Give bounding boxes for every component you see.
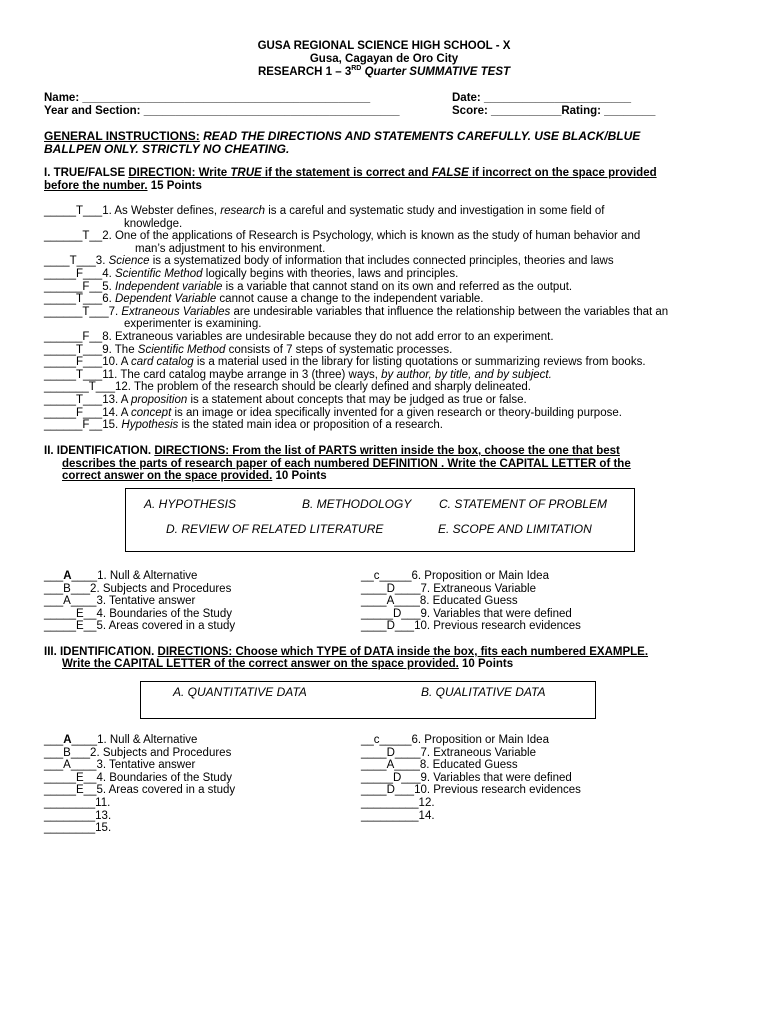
part2-left-list [44, 570, 235, 633]
part3-direction-line2: Write the CAPITAL LETTER of the correct answer on the space provided. 10 Points [62, 658, 514, 670]
answer-blank[interactable]: _____F___ [44, 267, 103, 280]
option-e: E. SCOPE AND LIMITATION [438, 522, 592, 536]
answer-blank[interactable]: ______F__ [44, 330, 103, 343]
name-field[interactable]: Name: _____________________________________________ [44, 92, 371, 104]
list-item: ____D___10. Previous research evidences [361, 784, 581, 797]
tf-item: ______F__5. Independent variable is a variable that cannot stand on its own and referred as the output. [44, 280, 573, 293]
tf-item: _____T___11. The card catalog maybe arrange in 3 (three) ways, by author, by title, and by subject. [44, 368, 552, 381]
tf-item: _____T___13. A proposition is a statement about concepts that may be judged as true or false. [44, 393, 527, 406]
part3-direction: III. IDENTIFICATION. DIRECTIONS: Choose which TYPE of DATA inside the box, fits each numbered EXAMPLE. [44, 646, 649, 658]
answer-blank[interactable]: _____T___ [44, 293, 103, 306]
list-item: _____E__5. Areas covered in a study [44, 784, 236, 797]
answer-blank[interactable]: ______T___ [44, 305, 109, 318]
general-instructions: GENERAL INSTRUCTIONS: READ THE DIRECTIONS AND STATEMENTS CAREFULLY. USE BLACK/BLUE [44, 129, 641, 143]
answer-blank[interactable]: ____T___ [44, 255, 96, 268]
tf-item: _____F___14. A concept is an image or idea specifically invented for a given research or theory-building purpose. [44, 406, 622, 419]
tf-item: _____T___9. The Scientific Method consists of 7 steps of systematic processes. [44, 343, 453, 356]
data-type-box [140, 681, 596, 719]
answer-blank[interactable]: _________12. [361, 796, 435, 809]
list-item: ____D____7. Extraneous Variable [361, 746, 536, 759]
answer-blank[interactable]: ______F__ [44, 419, 103, 432]
option-d: D. REVIEW OF RELATED LITERATURE [166, 522, 384, 536]
answer-blank[interactable]: ______F__ [44, 280, 103, 293]
part2-direction: II. IDENTIFICATION. DIRECTIONS: From the list of PARTS written inside the box, choose the one that best [44, 445, 620, 457]
general-instructions-line2: BALLPEN ONLY. STRICTLY NO CHEATING. [44, 142, 290, 156]
option-c: C. STATEMENT OF PROBLEM [439, 497, 608, 511]
list-item: ___A____1. Null & Alternative [44, 734, 198, 746]
answer-blank[interactable]: ________13. [44, 809, 112, 822]
option-b: B. METHODOLOGY [302, 497, 412, 511]
list-item: ____A____8. Educated Guess [361, 595, 518, 608]
tf-item: ______F__8. Extraneous variables are undesirable because they do not add error to an experiment. [44, 330, 554, 343]
tf-item: ______T___7. Extraneous Variables are undesirable variables that influence the relationship between the variables that an [44, 305, 669, 318]
part3-left-list [44, 734, 235, 835]
school-name: GUSA REGIONAL SCIENCE HIGH SCHOOL - X [257, 40, 511, 52]
list-item: _____D___9. Variables that were defined [361, 771, 572, 784]
part1-direction-line2: before the number. 15 Points [44, 180, 202, 192]
part1-items [44, 205, 668, 432]
option-a: A. QUANTITATIVE DATA [173, 685, 307, 699]
list-item: ___B___2. Subjects and Procedures [44, 746, 232, 759]
tf-item: _____T___6. Dependent Variable cannot cause a change to the independent variable. [44, 293, 484, 306]
answer-blank[interactable]: _________14. [361, 809, 435, 822]
part3-right-list [361, 734, 581, 822]
option-a: A. HYPOTHESIS [144, 497, 237, 511]
list-item: ___A____3. Tentative answer [44, 595, 196, 608]
answer-blank[interactable]: _____F___ [44, 406, 103, 419]
tf-item: ____T___3. Science is a systematized body of information that includes connected principles, theories and laws [44, 255, 614, 268]
tf-item: _____F___10. A card catalog is a material used in the library for listing quotations or summarizing reviews from books. [44, 356, 646, 369]
answer-blank[interactable]: _____F___ [44, 356, 103, 369]
tf-item: _____F___4. Scientific Method logically begins with theories, laws and principles. [44, 267, 459, 280]
list-item: _____E__5. Areas covered in a study [44, 620, 236, 633]
tf-item-cont: experimenter is examining. [124, 318, 262, 331]
answer-blank[interactable]: _____T___ [44, 205, 103, 217]
answer-blank[interactable]: ________11. [44, 796, 111, 809]
parts-box [125, 488, 635, 552]
list-item: ___A____1. Null & Alternative [44, 570, 198, 582]
score-rating-field[interactable]: Score: ___________Rating: ________ [452, 105, 656, 117]
tf-item: ______T__2. One of the applications of Research is Psychology, which is known as the study of human behavior and [44, 230, 641, 243]
list-item: _____D___9. Variables that were defined [361, 607, 572, 620]
test-title: RESEARCH 1 – 3RD Quarter SUMMATIVE TEST [257, 65, 511, 78]
answer-blank[interactable]: _______T___ [44, 381, 115, 394]
answer-blank[interactable]: ______T__ [44, 230, 103, 243]
option-b: B. QUALITATIVE DATA [421, 685, 546, 699]
answer-blank[interactable]: _____T___ [44, 368, 103, 381]
list-item: __c_____6. Proposition or Main Idea [361, 570, 549, 582]
tf-item-cont: knowledge. [124, 217, 183, 230]
list-item: ___A____3. Tentative answer [44, 759, 196, 772]
part2-right-list [361, 570, 581, 633]
list-item: _____E__4. Boundaries of the Study [44, 607, 232, 620]
answer-blank[interactable]: _____T___ [44, 393, 103, 406]
list-item: _____E__4. Boundaries of the Study [44, 771, 232, 784]
answer-blank[interactable]: ________15. [44, 822, 112, 835]
tf-item: _______T___12. The problem of the research should be clearly defined and sharply delineated. [44, 381, 531, 394]
list-item: ____A____8. Educated Guess [361, 759, 518, 772]
list-item: ____D___10. Previous research evidences [361, 620, 581, 633]
school-address: Gusa, Cagayan de Oro City [309, 53, 459, 65]
answer-blank[interactable]: _____T___ [44, 343, 103, 356]
date-field[interactable]: Date: _______________________ [452, 92, 632, 104]
list-item: __c_____6. Proposition or Main Idea [361, 734, 549, 746]
year-section-field[interactable]: Year and Section: ________________________________________ [44, 105, 400, 117]
tf-item-cont: man’s adjustment to his environment. [135, 242, 326, 255]
list-item: ___B___2. Subjects and Procedures [44, 582, 232, 595]
tf-item: ______F__15. Hypothesis is the stated main idea or proposition of a research. [44, 419, 443, 432]
part2-direction-line3: correct answer on the space provided. 10 Points [62, 470, 327, 482]
part2-direction-line2: describes the parts of research paper of each numbered DEFINITION . Write the CAPITAL LETTER of the [62, 458, 631, 470]
tf-item: _____T___1. As Webster defines, research is a careful and systematic study and investigation in some field of [44, 205, 605, 217]
list-item: ____D____7. Extraneous Variable [361, 582, 536, 595]
part1-direction: I. TRUE/FALSE DIRECTION: Write TRUE if the statement is correct and FALSE if incorrect on the space provided [44, 167, 657, 179]
